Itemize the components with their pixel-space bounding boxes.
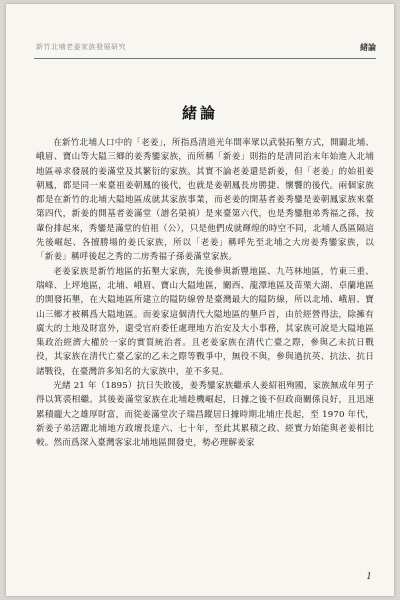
page-number: 1 [366, 572, 372, 582]
paragraph-2: 老姜家族是新竹地區的拓墾大家族，先後參與新豐地區、九芎林地區，竹東三重、瑞峰、上坪地區，北埔、峨眉、寶山大隘地區，關西、龍潭地區及苗栗大湖、卓蘭地區的開發拓墾，在大隘地區所建立的隘防線曾是臺灣最大的隘防線，所以北埔、峨眉、寶山三鄉才被稱爲大隘地區。而姜家這個清代大隘地區的墾戶首，由於經營得法，除擁有廣大的土地及財富外，還受官府委任處理地方治安及大小事務，其家族可說是大隘地區集政治經濟大權於一家的實質統治者。且老姜家族在清代亡臺之際，參與乙未抗日戰役，其家族在清代亡臺乙家的乙未之際等戰爭中，無役不與，參與過抗英、抗法、抗日諸戰役，在臺灣許多知名的大家族中，並不多見。 [36, 266, 374, 377]
body-text [36, 136, 374, 451]
chapter-title: 緒論 [181, 104, 218, 122]
running-header [36, 42, 376, 56]
book-page [6, 4, 394, 596]
paragraph-3: 光緒 21 年（1895）抗日失敗後，姜秀鑾家族繼承人姜紹祖殉國，家族無成年男子得以箕裘相繼。其後姜滿堂家族在北埔趁機崛起，日據之後不但政商關係良好，且迅速累積龐大之雄厚財富，而從姜滿堂次子瑞昌蹤居日據時期北埔庄長起，至 1970 年代，新姜子弟活躍北埔地方政壇長達六、七十年，至此其累積之政、經實力始能與老姜相比較。然而爲深入臺灣客家北埔地區開發史，勢必理解姜家 [36, 381, 374, 449]
running-header-left: 新竹北埔老姜家族發展研究 [36, 43, 126, 51]
running-header-chapter: 緒論 [360, 42, 376, 52]
header-rule [34, 58, 376, 59]
paragraph-1: 在新竹北埔人口中的「老姜」，所指爲清道光年間率眾以武裝拓墾方式，開闢北埔、峨眉、寶山等大隘三鄉的姜秀鑾家族，而所稱「新姜」則指的是清同治末年始進入北埔地區尋求發展的姜滿堂及其繁衍的家族。其實不論老姜還是新姜，但「老姜」的始祖姜朝鳳，都是同一來臺祖姜朝鳳的後代，也就是姜朝鳳長房勝捷、懷饗的後代。兩個家族都是在新竹的北埔大隘地區成就其家族事業，而老姜的開基者姜秀鑾是姜朝鳳家族來臺第四代，新姜的開基者姜滿堂（譜名榮禎）是來臺第六代，也是秀鑾胞弟秀福之孫，按輩份排起來，秀鑾是滿堂的伯祖（公），只是他們成就輝煌的時空不同，北埔人爲區隔這先後崛起、各擅勝場的姜氏家族，所以「老姜」稱呼先至北埔之大房姜秀鑾家族，以「新姜」稱呼後起之秀的二房秀福子孫姜滿堂家族。 [36, 138, 374, 263]
